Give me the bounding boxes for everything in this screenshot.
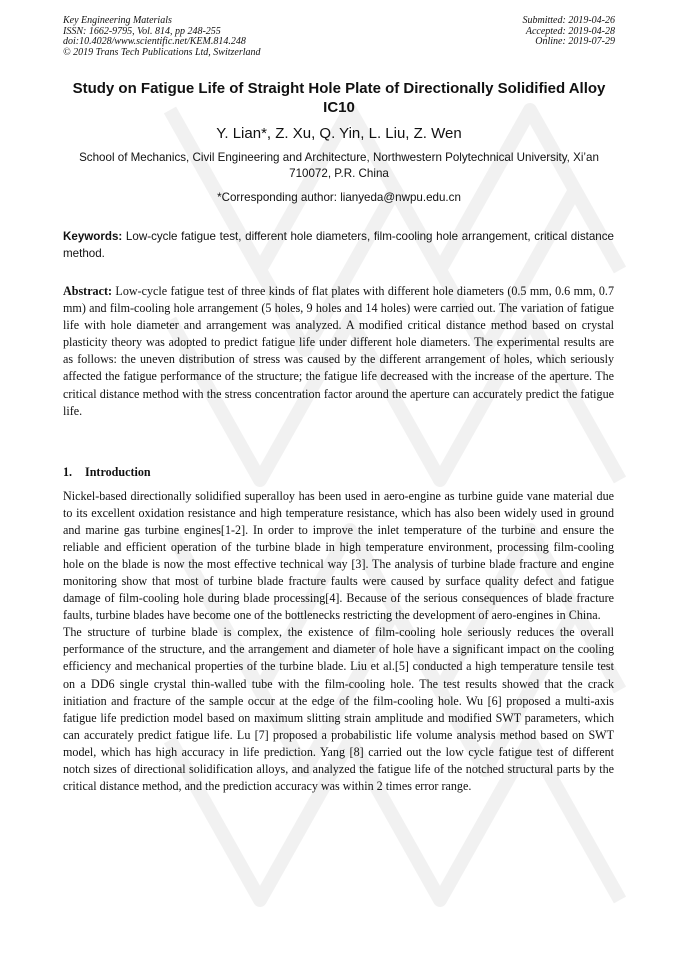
journal-info xyxy=(63,16,261,58)
abstract-label: Abstract: xyxy=(63,284,113,298)
accepted-date: Accepted: 2019-04-28 xyxy=(525,25,615,37)
abstract-text: Low-cycle fatigue test of three kinds of flat plates with different hole diameters (0.5 mm, 0.6 mm, 0.7 mm) and film-cooling hole arrangement (5 holes, 9 holes and 14 holes) were carried out. The variation of fatigue life with hole diameter and arrangement was analyzed. A modified critical distance method based on crystal plasticity theory was adopted to predict fatigue life under different hole diameters. The experimental results are as follows: the uneven distribution of stress was caused by the different arrangement of holes, which seriously affected the fatigue performance of the structure; the fatigue life decreased with the increase of the aperture. The critical distance method with the stress concentration factor around the aperture can accurately predict the fatigue life. xyxy=(63,284,614,418)
section-title: Introduction xyxy=(85,465,151,479)
affiliation: School of Mechanics, Civil Engineering and Architecture, Northwestern Polytechnical University, Xi’an 710072, P.R. China xyxy=(79,151,599,180)
copyright-line: © 2019 Trans Tech Publications Ltd, Switzerland xyxy=(63,46,261,58)
paper-title: Study on Fatigue Life of Straight Hole Plate of Directionally Solidified Alloy IC10 xyxy=(72,80,606,116)
introduction-body xyxy=(63,488,614,795)
section-number: 1. xyxy=(63,465,73,479)
doi-line[interactable]: doi:10.4028/www.scientific.net/KEM.814.248 xyxy=(63,36,246,48)
corresponding-author[interactable]: *Corresponding author: lianyeda@nwpu.edu.cn xyxy=(217,191,461,204)
publication-dates xyxy=(523,16,616,48)
abstract-block xyxy=(63,283,614,420)
online-date: Online: 2019-07-29 xyxy=(535,36,615,48)
keywords-text: Low-cycle fatigue test, different hole diameters, film-cooling hole arrangement, critical distance method. xyxy=(63,230,614,260)
submitted-date: Submitted: 2019-04-26 xyxy=(522,15,615,26)
body-paragraph: The structure of turbine blade is complex, the existence of film-cooling hole seriously reduces the overall performance of the structure, and the arrangement and diameter of hole have a significant impact on the cooling efficiency and mechanical properties of the turbine blade. Liu et al.[5] conducted a high temperature tensile test on a DD6 single crystal thin-walled tube with the film-cooling hole. The test results showed that the crack initiation and fracture of the sample occur at the edge of the film-cooling hole. Wu [6] proposed a multi-axis fatigue life prediction model based on maximum slitting strain amplitude and modified SWT parameters, which can accurately predict fatigue life. Lu [7] proposed a probabilistic life volume analysis method based on SWT model, which has high accuracy in life prediction. Yang [8] carried out the low cycle fatigue test of different notch sizes of directional solidification alloys, and analyzed the fatigue life of the notched structural parts by the critical distance method, and the prediction accuracy was within 2 times error range. xyxy=(63,625,614,793)
keywords-label: Keywords: xyxy=(63,230,123,243)
keywords-block xyxy=(63,228,614,262)
journal-name: Key Engineering Materials xyxy=(63,15,172,26)
issn-line: ISSN: 1662-9795, Vol. 814, pp 248-255 xyxy=(63,25,221,37)
author-list: Y. Lian*, Z. Xu, Q. Yin, L. Liu, Z. Wen xyxy=(216,125,462,142)
body-paragraph: Nickel-based directionally solidified superalloy has been used in aero-engine as turbine guide vane material due to its excellent oxidation resistance and high temperature resistance, which has also been widely used in ground and marine gas turbine engines[1-2]. In order to improve the inlet temperature of the turbine and ensure the reliable and efficient operation of the turbine blade in high temperature environment, processing film-cooling hole on the blade is now the most effective technical way [3]. The analysis of turbine blade fracture and engine monitoring show that most of turbine blade fracture faults were caused by surface quality defect and fatigue damage of film-cooling hole during blade processing[4]. Because of the serious consequences of blade fracture faults, turbine blades have become one of the bottlenecks restricting the development of aero-engines in China. xyxy=(63,489,614,623)
section-heading xyxy=(63,465,151,480)
